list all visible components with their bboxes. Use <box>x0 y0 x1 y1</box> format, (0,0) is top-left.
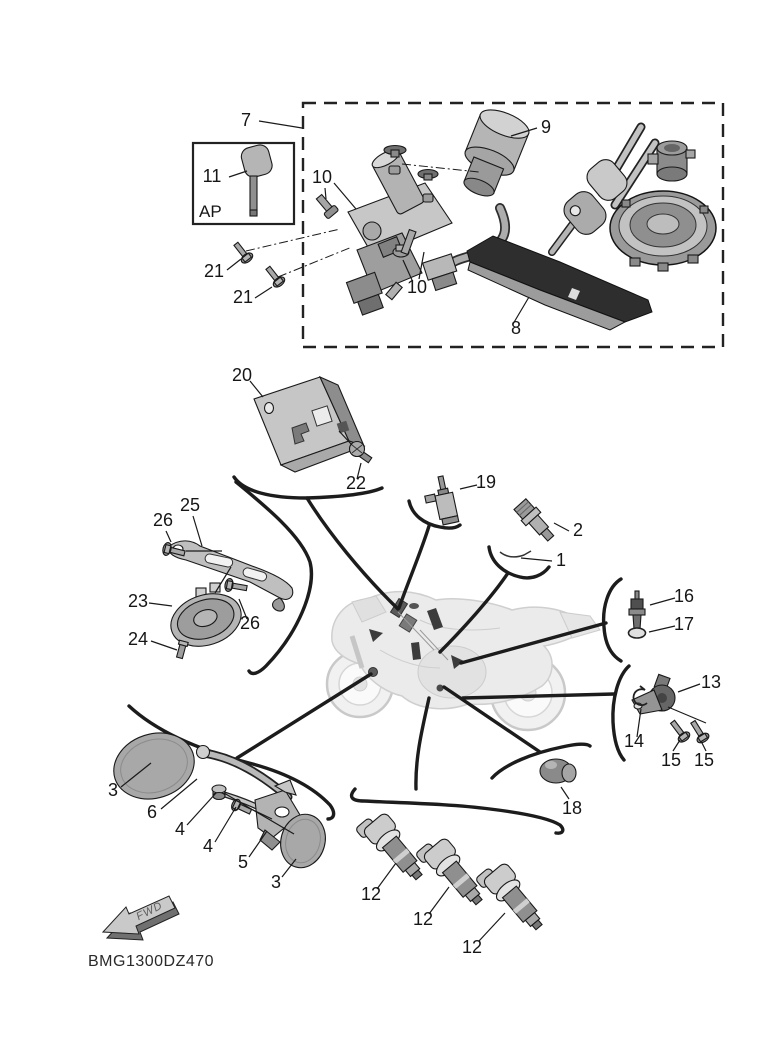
callout-8: 8 <box>510 318 522 338</box>
callout-10b: 10 <box>406 277 428 297</box>
callout-14: 14 <box>623 731 645 751</box>
injector-12c <box>475 857 551 939</box>
callout-12c: 12 <box>461 937 483 957</box>
callout-18: 18 <box>561 798 583 818</box>
ap-variant-label: AP <box>199 202 222 221</box>
callout-21b: 21 <box>232 287 254 307</box>
washer-17 <box>629 628 646 638</box>
callout-11: 11 <box>202 166 222 186</box>
callout-12a: 12 <box>360 884 382 904</box>
damper-18 <box>540 759 576 783</box>
bolt-21a <box>231 240 255 265</box>
horn <box>164 583 248 655</box>
callout-9: 9 <box>540 117 552 137</box>
callout-15a: 15 <box>660 750 682 770</box>
ecu-bracket <box>254 377 364 472</box>
callout-4a: 4 <box>174 819 186 839</box>
fwd-label: FWD <box>134 899 165 924</box>
callout-13: 13 <box>700 672 722 692</box>
callout-25: 25 <box>179 495 201 515</box>
bolt-21b <box>263 264 287 289</box>
callout-26b: 26 <box>239 613 261 633</box>
callout-10a: 10 <box>311 167 333 187</box>
callout-21a: 21 <box>203 261 225 281</box>
sensor-2 <box>513 497 559 545</box>
callout-20: 20 <box>231 365 253 385</box>
blank-key <box>239 143 274 216</box>
fwd-direction-arrow <box>103 896 179 940</box>
callout-23: 23 <box>127 591 149 611</box>
sensor-13 <box>632 674 675 714</box>
callout-17: 17 <box>673 614 695 634</box>
callout-5: 5 <box>237 852 249 872</box>
injector-12a <box>355 807 431 889</box>
nut-4a <box>212 785 226 800</box>
ecu-screw <box>350 442 372 463</box>
callout-2: 2 <box>572 520 584 540</box>
sensor-16 <box>629 591 645 629</box>
callout-4b: 4 <box>202 836 214 856</box>
callout-26a: 26 <box>152 510 174 530</box>
callout-6: 6 <box>146 802 158 822</box>
callout-15b: 15 <box>693 750 715 770</box>
callout-3a: 3 <box>107 780 119 800</box>
disc-3a <box>105 723 203 809</box>
callout-7: 7 <box>240 110 252 130</box>
diagram-part-code: BMG1300DZ470 <box>88 953 215 970</box>
callout-1: 1 <box>555 550 567 570</box>
callout-3b: 3 <box>270 872 282 892</box>
marker-engine-dot <box>437 685 444 692</box>
injector-12b <box>415 832 491 914</box>
callout-16: 16 <box>673 586 695 606</box>
callout-24: 24 <box>127 629 149 649</box>
callout-12b: 12 <box>412 909 434 929</box>
part-1-lead-wire <box>500 551 531 557</box>
callout-19: 19 <box>475 472 497 492</box>
sensor-19 <box>421 475 458 528</box>
lock-cover <box>610 191 716 271</box>
bolt-15b <box>687 718 710 744</box>
callout-22: 22 <box>345 473 367 493</box>
